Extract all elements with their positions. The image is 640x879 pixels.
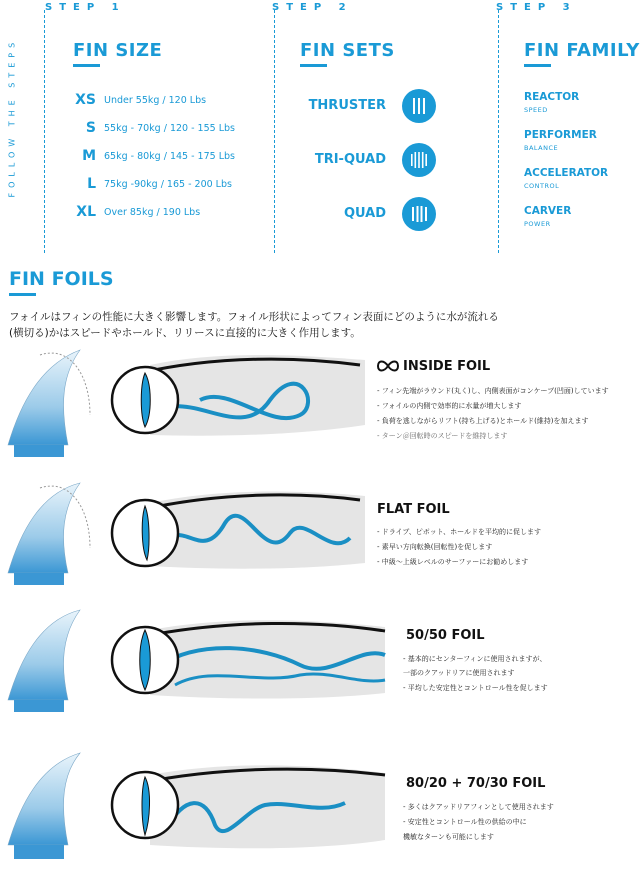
size-xl: XL <box>76 204 96 220</box>
size-s-desc: 55kg - 70kg / 120 - 155 Lbs <box>104 123 235 134</box>
size-l: L <box>87 176 96 192</box>
title-underline <box>300 64 327 67</box>
fin-size-title: FIN SIZE <box>73 40 163 61</box>
fin-set-tri-quad: TRI-QUAD <box>314 152 386 167</box>
family-accelerator-sub: CONTROL <box>524 182 560 190</box>
divider <box>44 10 45 253</box>
divider <box>274 10 275 253</box>
family-reactor: REACTOR <box>524 91 580 103</box>
foils-intro-line-2: (横切る)かはスピードやホールド、リリースに直接的に大きく作用します。 <box>9 327 361 339</box>
fin-set-quad: QUAD <box>343 206 386 221</box>
size-m-desc: 65kg - 80kg / 145 - 175 Lbs <box>104 151 235 162</box>
size-xs: XS <box>75 92 96 108</box>
foil-50-50-bullet: 一部のクアッドリアに使用されます <box>403 669 515 677</box>
family-performer-sub: BALANCE <box>524 144 559 152</box>
size-xl-desc: Over 85kg / 190 Lbs <box>104 207 201 218</box>
foil-flat-name: FLAT FOIL <box>377 502 450 517</box>
fin-foils-title: FIN FOILS <box>9 268 114 290</box>
size-m: M <box>82 148 96 164</box>
step-2-label: STEP 2 <box>272 2 353 13</box>
step-3-label: STEP 3 <box>496 2 577 13</box>
fin-set-thruster: THRUSTER <box>308 98 386 113</box>
eighty-twenty-foil-illustration <box>0 745 400 870</box>
five-fin-icon <box>402 143 436 177</box>
foil-flat-bullet: - 中級～上級レベルのサーファーにお勧めします <box>377 558 529 566</box>
three-fin-icon <box>402 89 436 123</box>
family-carver-sub: POWER <box>524 220 551 228</box>
family-reactor-sub: SPEED <box>524 106 548 114</box>
foil-80-20-bullet: - 安定性とコントロール性の供給の中に <box>403 818 527 826</box>
infinity-icon <box>377 360 399 372</box>
divider <box>498 10 499 253</box>
size-s: S <box>85 120 96 136</box>
inside-foil-illustration <box>0 345 370 465</box>
family-accelerator: ACCELERATOR <box>524 167 609 179</box>
foil-flat-bullet: - 素早い方向転換(回転性)を促します <box>377 543 493 551</box>
foil-inside-bullet: - フォイルの内側で効率的に水量が増大します <box>377 402 522 410</box>
foil-inside-bullet: - フィン先端がラウンド(丸く)し、内側表面がコンケーブ(凹面)しています <box>377 387 609 395</box>
foil-flat-bullet: - ドライブ、ピボット、ホールドを平均的に促します <box>377 528 542 536</box>
foils-intro-line-1: フォイルはフィンの性能に大きく影響します。フォイル形状によってフィン表面にどのように水が流れる <box>9 311 499 323</box>
flat-foil-illustration <box>0 478 370 588</box>
fin-sets-title: FIN SETS <box>300 40 395 61</box>
foil-inside-bullet: - ターン＠回転時のスピードを維持します <box>377 432 508 440</box>
foil-inside-bullet: - 負荷を逃しながらリフト(持ち上げる)とホールド(維持)を加えます <box>377 417 589 425</box>
size-xs-desc: Under 55kg / 120 Lbs <box>104 95 207 106</box>
title-underline <box>73 64 100 67</box>
fin-family-title: FIN FAMILY <box>524 40 640 61</box>
four-fin-icon <box>402 197 436 231</box>
foil-80-20-bullet: 機敏なターンも可能にします <box>403 833 494 841</box>
foil-50-50-name: 50/50 FOIL <box>406 628 485 643</box>
foil-50-50-bullet: - 平均した安定性とコントロール性を促します <box>403 684 548 692</box>
foil-80-20-name: 80/20 + 70/30 FOIL <box>406 776 546 791</box>
size-l-desc: 75kg -90kg / 165 - 200 Lbs <box>104 179 232 190</box>
family-performer: PERFORMER <box>524 129 597 141</box>
fifty-fifty-foil-illustration <box>0 605 400 720</box>
foil-inside-name: INSIDE FOIL <box>403 359 491 374</box>
title-underline <box>9 293 36 296</box>
foil-80-20-bullet: - 多くはクアッドリアフィンとして使用されます <box>403 803 554 811</box>
family-carver: CARVER <box>524 205 572 217</box>
title-underline <box>524 64 551 67</box>
follow-the-steps-label: FOLLOW THE STEPS <box>7 37 17 198</box>
foil-50-50-bullet: - 基本的にセンターフィンに使用されますが、 <box>403 655 547 663</box>
step-1-label: STEP 1 <box>45 2 126 13</box>
